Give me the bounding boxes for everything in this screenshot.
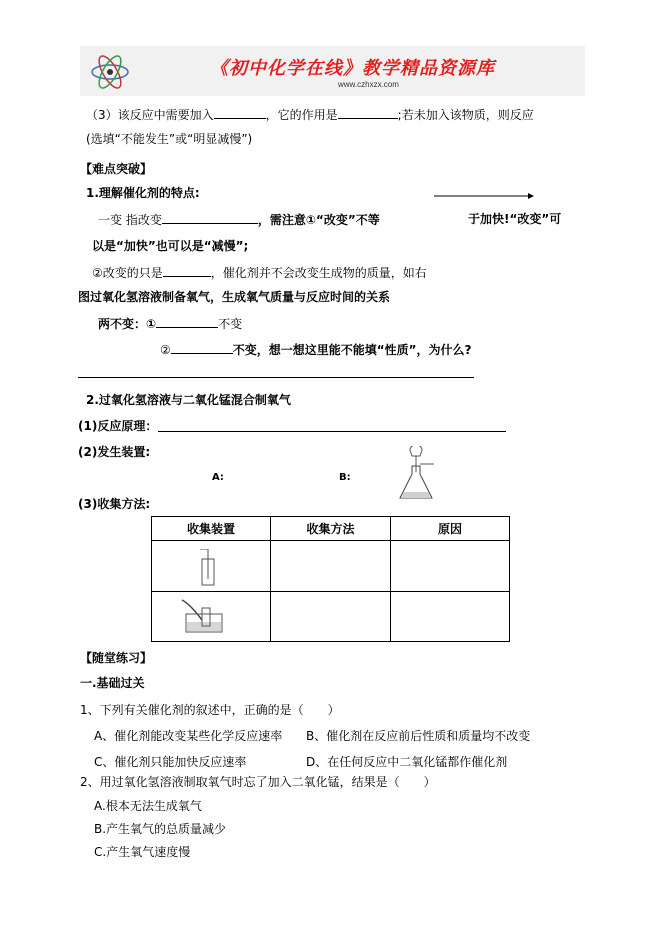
section-heading-difficult: 【难点突破】 [80, 162, 153, 176]
question-2: 2、用过氧化氢溶液制取氧气时忘了加入二氧化锰，结果是（ ） [80, 775, 436, 789]
item1-title: 1.理解催化剂的特点: [86, 186, 200, 200]
blank [163, 264, 211, 277]
principle-line [158, 431, 506, 432]
blank [214, 106, 266, 119]
arrow-icon [434, 191, 534, 201]
line-d: 图过氧化氢溶液制备氧气，生成氧气质量与反应时间的关系 [78, 290, 391, 304]
conical-flask-icon [398, 446, 444, 502]
practice-subheading: 一.基础过关 [80, 676, 145, 690]
gas-jar-upward-icon [196, 549, 220, 587]
line-a [98, 211, 380, 228]
table-row [152, 592, 510, 642]
banner-url: www.czhxzx.com [338, 80, 399, 89]
device-a-label: A: [212, 472, 224, 483]
answer-line [78, 377, 474, 378]
q1-option-d: D、在任何反应中二氧化锰都作催化剂 [306, 755, 508, 769]
table-cell [152, 592, 271, 642]
q2-option-c: C.产生氧气速度慢 [94, 845, 191, 859]
q2-option-a: A.根本无法生成氧气 [94, 799, 202, 813]
device-label: (2)发生装置: [78, 445, 151, 459]
blank [162, 211, 258, 224]
table-cell [271, 592, 391, 642]
q1-option-a: A、催化剂能改变某些化学反应速率 [94, 729, 283, 743]
blank [156, 315, 218, 328]
q3-line2: (选填“不能发生”或“明显减慢”) [86, 132, 253, 146]
item2-title: 2.过氧化氢溶液与二氧化锰混合制氧气 [86, 393, 291, 407]
q3-line1 [86, 106, 534, 123]
collect-table [151, 516, 510, 642]
water-trough-icon [180, 598, 230, 638]
table-cell [152, 541, 271, 592]
line-c [92, 264, 427, 281]
line-a-text1: 一变 指改变 [98, 213, 162, 227]
atom-logo-icon [88, 52, 132, 92]
line-a-text2: ，需注意①“改变”不等 [257, 213, 380, 227]
table-row [152, 541, 510, 592]
collect-label: (3)收集方法: [78, 497, 151, 511]
banner-title: 《初中化学在线》教学精品资源库 [210, 58, 495, 79]
table-header: 原因 [391, 517, 510, 541]
table-cell [271, 541, 391, 592]
line-b: 以是“加快”也可以是“减慢”; [92, 239, 249, 253]
line-e-text2: 不变 [218, 317, 243, 331]
q1-option-c: C、催化剂只能加快反应速率 [94, 755, 247, 769]
line-c-text2: ，催化剂并不会改变生成物的质量，如右 [210, 266, 427, 280]
line-a-text3: 于加快!“改变”可 [468, 212, 562, 226]
q3-text-c: ;若未加入该物质，则反应 [397, 108, 534, 122]
q3-text-b: ，它的作用是 [265, 108, 338, 122]
line-e [98, 315, 242, 332]
section-heading-practice: 【随堂练习】 [80, 651, 153, 665]
q3-text-a: （3）该反应中需要加入 [86, 108, 214, 122]
header-banner [80, 46, 585, 96]
blank [338, 106, 398, 119]
table-header: 收集装置 [152, 517, 271, 541]
table-header: 收集方法 [271, 517, 391, 541]
device-b-label: B: [339, 472, 351, 483]
line-e-text1: 两不变：① [98, 317, 157, 331]
table-cell [391, 541, 510, 592]
principle-label: (1)反应原理： [78, 419, 158, 433]
question-1: 1、下列有关催化剂的叙述中，正确的是（ ） [80, 703, 340, 717]
line-c-text1: ②改变的只是 [92, 266, 163, 280]
q2-option-b: B.产生氧气的总质量减少 [94, 822, 227, 836]
line-f [160, 341, 472, 358]
table-cell [391, 592, 510, 642]
line-f-text1: ② [160, 343, 171, 357]
blank [171, 341, 233, 354]
line-f-text2: 不变，想一想这里能不能填“性质”，为什么? [232, 343, 472, 357]
q1-option-b: B、催化剂在反应前后性质和质量均不改变 [306, 729, 531, 743]
